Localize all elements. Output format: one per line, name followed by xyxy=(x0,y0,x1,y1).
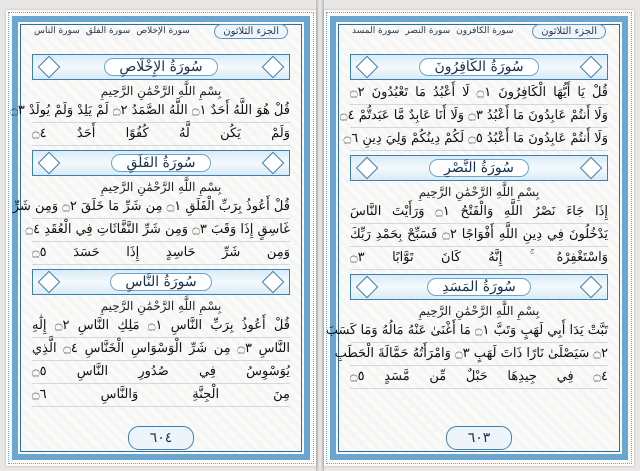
verse-line: قُلْ أَعُوذُ بِرَبِّ الْفَلَقِ ۝١ مِن شَرِّ مَا خَلَقَ ۝٢ وَمِن شَرِّ xyxy=(32,196,290,219)
header-surah: سورة الكافرون xyxy=(456,26,514,36)
header-surah: سورة الناس xyxy=(34,26,80,36)
basmala: بِسْمِ اللَّهِ الرَّحْمَٰنِ الرَّحِيمِ xyxy=(418,185,540,199)
verse-line: تَبَّتْ يَدَا أَبِي لَهَبٍ وَتَبَّ ۝١ مَا أَغْنَىٰ عَنْهُ مَالُهُ وَمَا كَسَبَ xyxy=(350,320,608,343)
verse-line: وَاسْتَغْفِرْهُ ۚ إِنَّهُ كَانَ تَوَّابًا ۝٣ xyxy=(350,247,608,270)
header-surahs xyxy=(352,26,513,36)
surah-title-banner xyxy=(32,150,290,176)
surah-title-banner xyxy=(350,274,608,300)
page-content xyxy=(10,50,290,418)
surah-title-banner xyxy=(350,54,608,80)
juz-label: الجزء الثلاثون xyxy=(214,24,288,39)
surah-title-banner xyxy=(32,54,290,80)
header-surah: سورة النصر xyxy=(405,26,451,36)
verse-line: وَلَا أَنتُمْ عَابِدُونَ مَا أَعْبُدُ ۝٣ وَلَا أَنَا عَابِدٌ مَّا عَبَدتُّمْ ۝٤ xyxy=(350,105,608,128)
verse-line: غَاسِقٍ إِذَا وَقَبَ ۝٣ وَمِن شَرِّ النَّفَّاثَاتِ فِي الْعُقَدِ ۝٤ xyxy=(32,219,290,242)
page-number: ٦٠٣ xyxy=(446,426,512,450)
surah-title: سُورَةُ المَسَدِ xyxy=(427,278,531,296)
book-gutter xyxy=(316,0,324,471)
surah-title: سُورَةُ الكَافِرُونَ xyxy=(419,58,538,76)
verse-line: مِنَ الْجِنَّةِ وَالنَّاسِ ۝٦ xyxy=(32,384,290,407)
basmala: بِسْمِ اللَّهِ الرَّحْمَٰنِ الرَّحِيمِ xyxy=(100,84,222,98)
surah-title: سُورَةُ النَّصْرِ xyxy=(429,159,529,177)
surah-title: سُورَةُ النَّاسِ xyxy=(110,273,211,291)
header-surah: سورة الفلق xyxy=(85,26,131,36)
verse-line: قُلْ يَا أَيُّهَا الْكَافِرُونَ ۝١ لَا أَعْبُدُ مَا تَعْبُدُونَ ۝٢ xyxy=(350,82,608,105)
basmala: بِسْمِ اللَّهِ الرَّحْمَٰنِ الرَّحِيمِ xyxy=(100,180,222,194)
basmala: بِسْمِ اللَّهِ الرَّحْمَٰنِ الرَّحِيمِ xyxy=(100,299,222,313)
header-surah: سورة الإخلاص xyxy=(136,26,190,36)
page-right xyxy=(324,10,634,466)
juz-label: الجزء الثلاثون xyxy=(532,24,606,39)
ornamental-frame xyxy=(12,16,310,460)
verse-line: إِذَا جَاءَ نَصْرُ اللَّهِ وَالْفَتْحُ ۝١ وَرَأَيْتَ النَّاسَ xyxy=(350,201,608,224)
surah-title: سُورَةُ الإِخْلَاصِ xyxy=(104,58,217,76)
verse-line: قُلْ أَعُوذُ بِرَبِّ النَّاسِ ۝١ مَلِكِ النَّاسِ ۝٢ إِلَٰهِ xyxy=(32,315,290,338)
verse-line: يَدْخُلُونَ فِي دِينِ اللَّهِ أَفْوَاجًا ۝٢ فَسَبِّحْ بِحَمْدِ رَبِّكَ xyxy=(350,224,608,247)
verse-line: النَّاسِ ۝٣ مِن شَرِّ الْوَسْوَاسِ الْخَنَّاسِ ۝٤ الَّذِي xyxy=(32,338,290,361)
verse-line: يُوَسْوِسُ فِي صُدُورِ النَّاسِ ۝٥ xyxy=(32,361,290,384)
surah-title-banner xyxy=(32,269,290,295)
surah-title: سُورَةُ الفَلَقِ xyxy=(111,154,210,172)
verse-line: ۝٢ سَيَصْلَىٰ نَارًا ذَاتَ لَهَبٍ ۝٣ وَامْرَأَتُهُ حَمَّالَةَ الْحَطَبِ xyxy=(350,343,608,366)
page-content xyxy=(325,50,608,418)
page-header xyxy=(34,20,288,42)
page-header xyxy=(352,20,606,42)
basmala: بِسْمِ اللَّهِ الرَّحْمَٰنِ الرَّحِيمِ xyxy=(418,304,540,318)
ornamental-frame xyxy=(325,16,628,460)
verse-line: وَلَا أَنتُمْ عَابِدُونَ مَا أَعْبُدُ ۝٥ لَكُمْ دِينُكُمْ وَلِيَ دِينِ ۝٦ xyxy=(350,128,608,151)
verse-line: وَمِن شَرِّ حَاسِدٍ إِذَا حَسَدَ ۝٥ xyxy=(32,242,290,265)
page-left xyxy=(6,10,316,466)
page-number: ٦٠٤ xyxy=(128,426,194,450)
verse-line: ۝٤ فِي جِيدِهَا حَبْلٌ مِّن مَّسَدٍ ۝٥ xyxy=(350,366,608,389)
header-surah: سورة المسد xyxy=(352,26,400,36)
verse-line: وَلَمْ يَكُن لَّهُ كُفُوًا أَحَدٌ ۝٤ xyxy=(32,123,290,146)
surah-title-banner xyxy=(350,155,608,181)
verse-line: قُلْ هُوَ اللَّهُ أَحَدٌ ۝١ اللَّهُ الصَّمَدُ ۝٢ لَمْ يَلِدْ وَلَمْ يُولَدْ ۝٣ xyxy=(32,100,290,123)
header-surahs xyxy=(34,26,190,36)
